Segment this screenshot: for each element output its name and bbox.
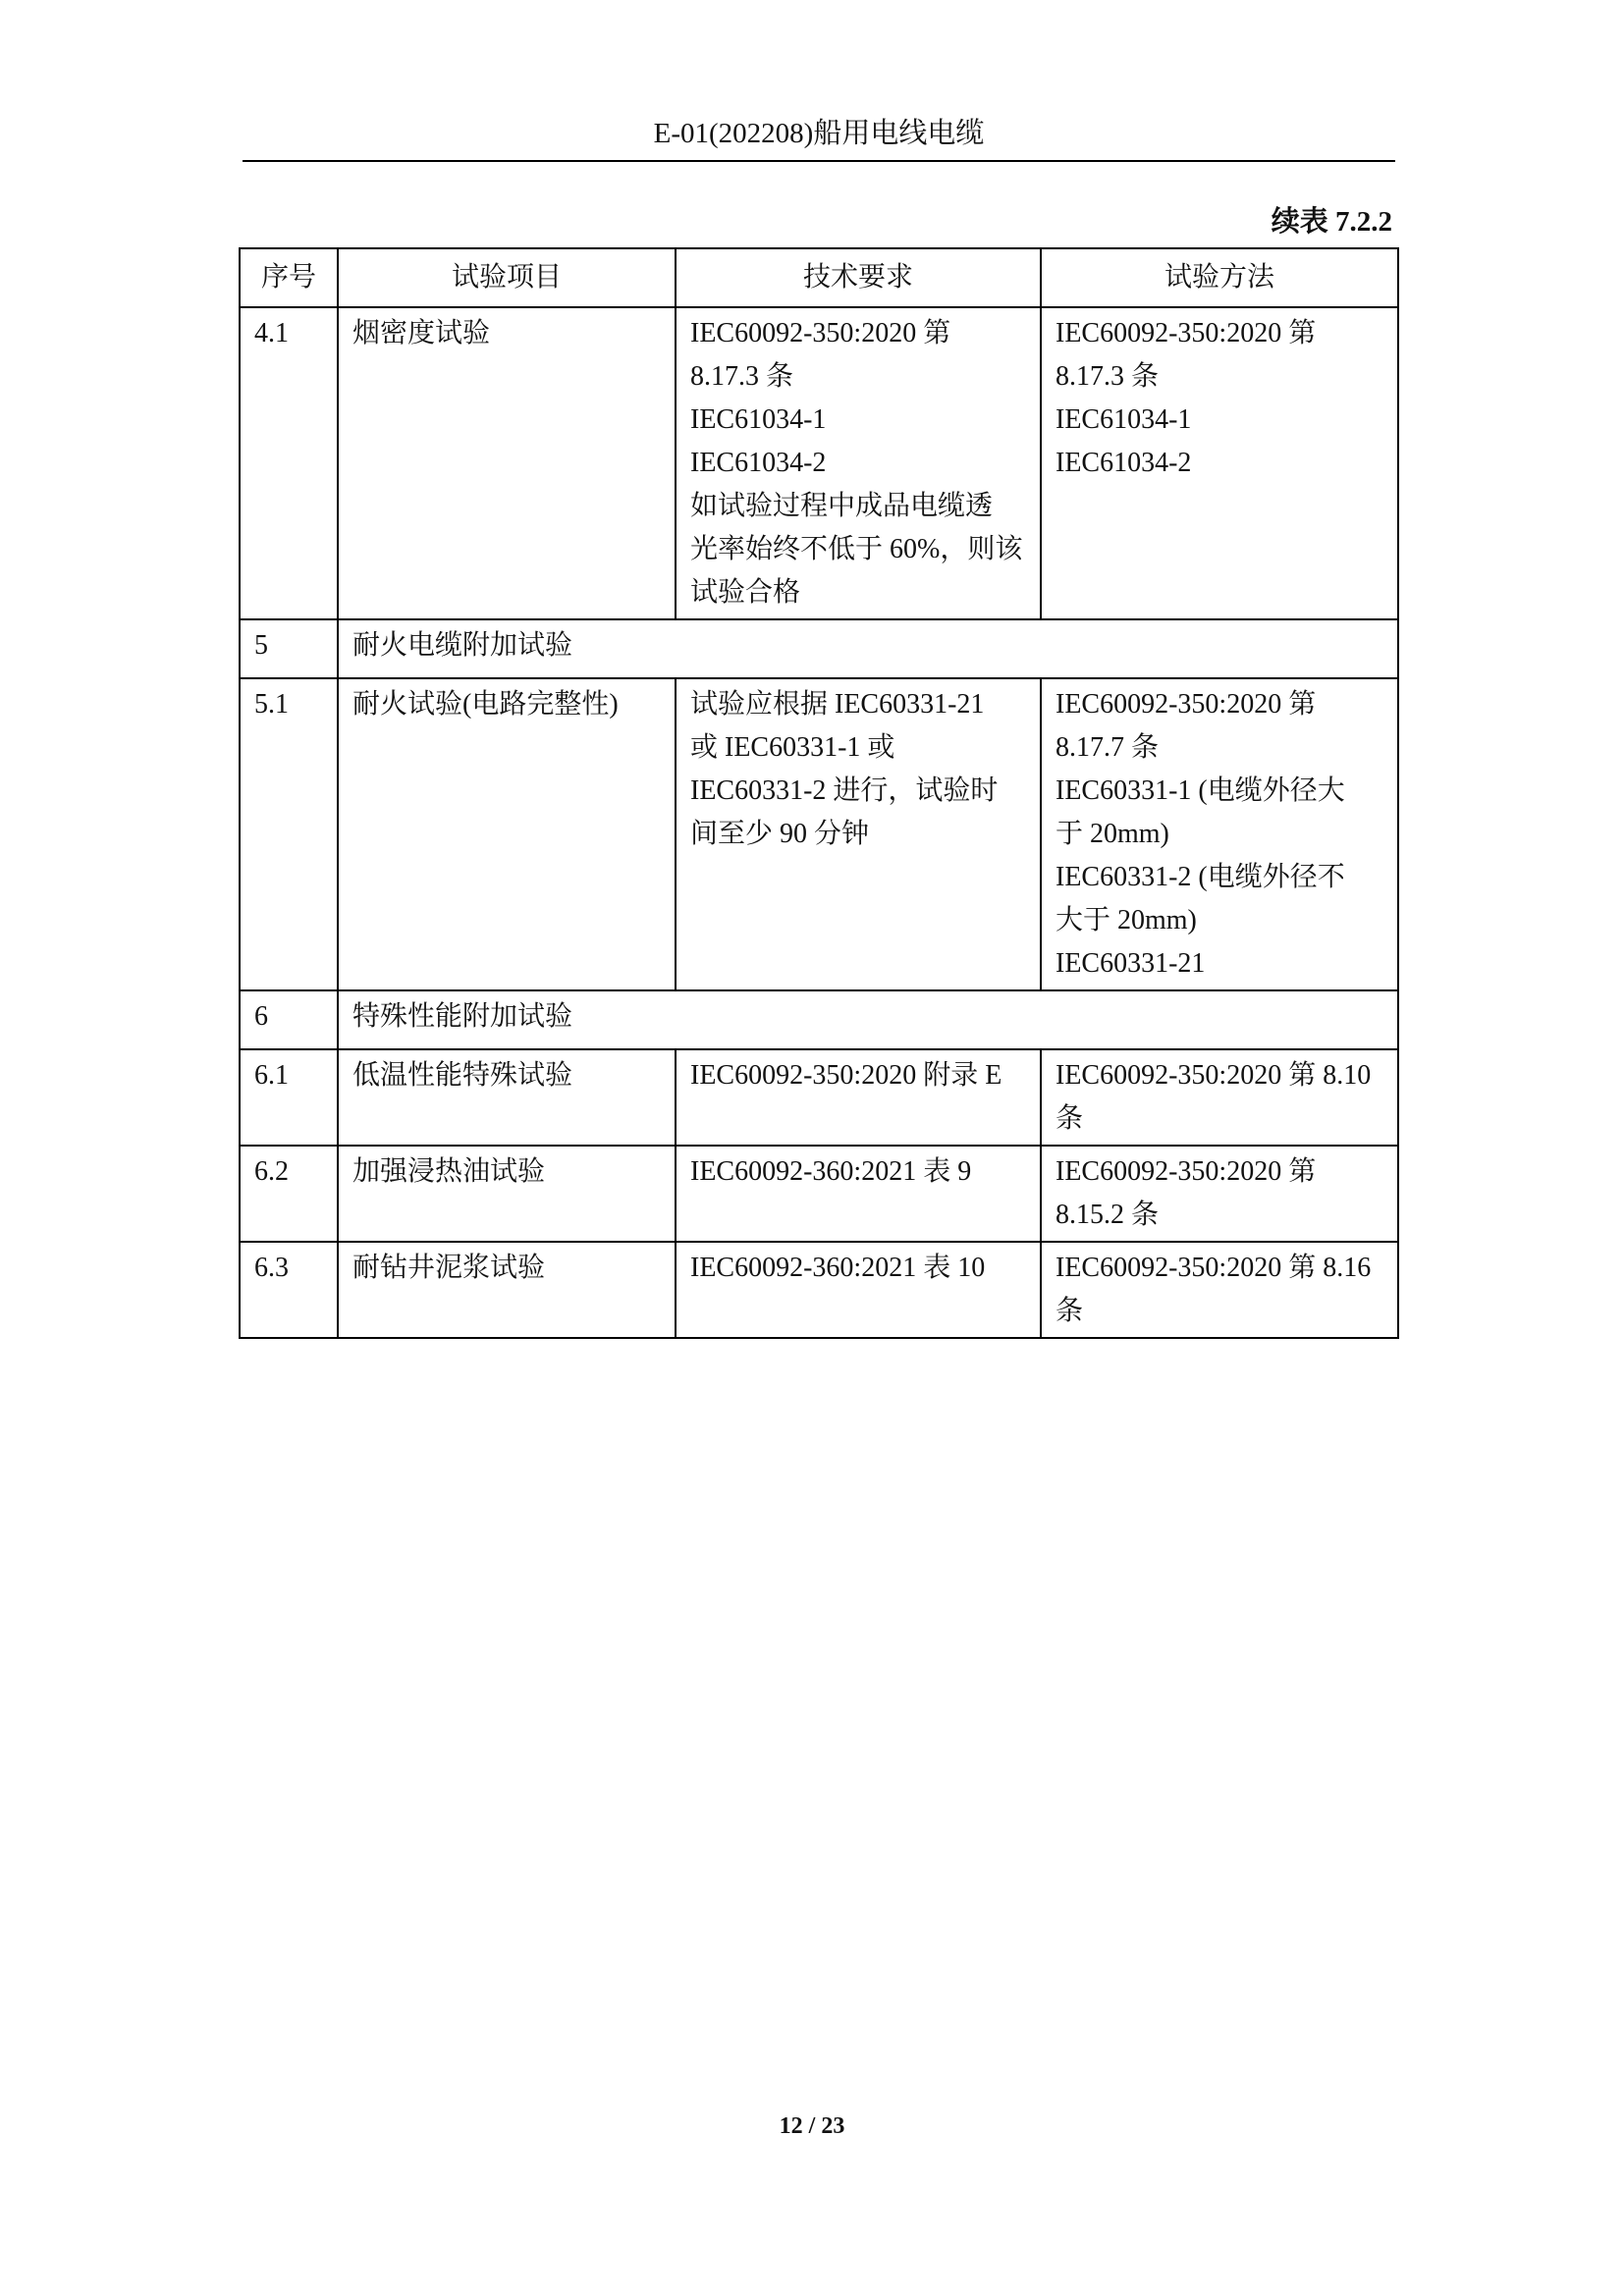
requirement-line: IEC60092-350:2020 第: [690, 318, 951, 348]
method-line: IEC61034-2: [1056, 448, 1192, 478]
requirement-line: IEC60092-360:2021 表 9: [690, 1156, 972, 1187]
row-requirement: [676, 307, 1041, 619]
row-requirement: [676, 678, 1041, 990]
table-caption: 续表 7.2.2: [1271, 206, 1392, 238]
row-item: 低温性能特殊试验: [338, 1049, 676, 1146]
method-line: IEC60331-2 (电缆外径不: [1056, 862, 1345, 892]
page-number: 12 / 23: [779, 2113, 845, 2139]
row-requirement: [676, 1146, 1041, 1242]
method-line: IEC60092-350:2020 第: [1056, 1156, 1317, 1187]
requirement-line: IEC60092-350:2020 附录 E: [690, 1060, 1002, 1091]
method-line: IEC60092-350:2020 第: [1056, 318, 1317, 348]
method-line: 大于 20mm): [1056, 905, 1197, 935]
section-title: 耐火电缆附加试验: [338, 619, 1398, 678]
row-seq: 4.1: [240, 307, 338, 619]
section-row: [240, 990, 1398, 1049]
test-table: [239, 247, 1399, 1339]
row-method: [1041, 1242, 1398, 1338]
method-line: 8.15.2 条: [1056, 1200, 1160, 1230]
running-header: E-01(202208)船用电线电缆: [653, 118, 985, 149]
table-row: [240, 307, 1398, 619]
table-header-row: [240, 248, 1398, 307]
requirement-line: IEC60331-2 进行，试验时: [690, 775, 999, 806]
method-line: IEC60092-350:2020 第: [1056, 689, 1317, 720]
method-line: IEC60092-350:2020 第 8.16: [1056, 1253, 1372, 1283]
requirement-line: 或 IEC60331-1 或: [690, 732, 895, 763]
row-item: 烟密度试验: [338, 307, 676, 619]
requirement-line: 试验应根据 IEC60331-21: [690, 689, 985, 720]
row-item: 耐钻井泥浆试验: [338, 1242, 676, 1338]
requirement-line: 间至少 90 分钟: [690, 819, 870, 849]
requirement-line: 试验合格: [690, 577, 801, 608]
row-requirement: [676, 1242, 1041, 1338]
requirement-line: IEC60092-360:2021 表 10: [690, 1253, 986, 1283]
method-line: IEC61034-1: [1056, 404, 1192, 435]
requirement-line: IEC61034-2: [690, 448, 827, 478]
column-header-seq: 序号: [240, 248, 338, 307]
row-requirement: [676, 1049, 1041, 1146]
method-line: 条: [1056, 1296, 1084, 1326]
section-seq: 5: [240, 619, 338, 678]
column-header-item: 试验项目: [338, 248, 676, 307]
requirement-line: 如试验过程中成品电缆透: [690, 491, 994, 521]
row-seq: 6.2: [240, 1146, 338, 1242]
column-header-requirement: 技术要求: [676, 248, 1041, 307]
section-row: [240, 619, 1398, 678]
requirement-line: 光率始终不低于 60%，则该: [690, 534, 1023, 564]
column-header-method: 试验方法: [1041, 248, 1398, 307]
method-line: 8.17.7 条: [1056, 732, 1160, 763]
section-seq: 6: [240, 990, 338, 1049]
method-line: 8.17.3 条: [1056, 361, 1160, 392]
requirement-line: 8.17.3 条: [690, 361, 794, 392]
table-row: [240, 678, 1398, 990]
row-method: [1041, 1049, 1398, 1146]
method-line: 于 20mm): [1056, 819, 1169, 849]
row-seq: 6.1: [240, 1049, 338, 1146]
requirement-line: IEC61034-1: [690, 404, 827, 435]
table-row: [240, 1146, 1398, 1242]
row-seq: 6.3: [240, 1242, 338, 1338]
method-line: IEC60331-21: [1056, 948, 1206, 979]
row-item: 加强浸热油试验: [338, 1146, 676, 1242]
table-row: [240, 1242, 1398, 1338]
row-seq: 5.1: [240, 678, 338, 990]
method-line: IEC60092-350:2020 第 8.10: [1056, 1060, 1372, 1091]
table-row: [240, 1049, 1398, 1146]
row-method: [1041, 307, 1398, 619]
method-line: IEC60331-1 (电缆外径大: [1056, 775, 1345, 806]
row-method: [1041, 1146, 1398, 1242]
row-item: 耐火试验(电路完整性): [338, 678, 676, 990]
method-line: 条: [1056, 1103, 1084, 1134]
header-rule: [243, 160, 1395, 162]
section-title: 特殊性能附加试验: [338, 990, 1398, 1049]
row-method: [1041, 678, 1398, 990]
